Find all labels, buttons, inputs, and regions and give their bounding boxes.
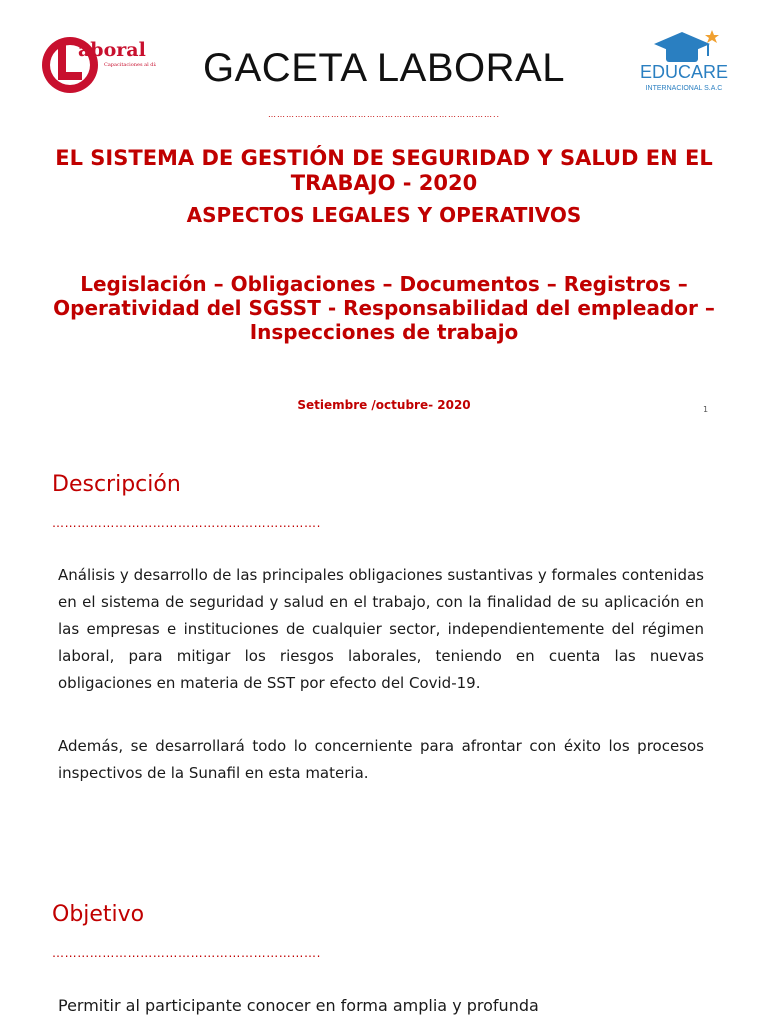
description-heading: Descripción (52, 472, 181, 497)
svg-text:INTERNACIONAL S.A.C: INTERNACIONAL S.A.C (645, 85, 723, 92)
topics-list: Legislación – Obligaciones – Documentos – Registros –Operatividad del SGSST - Responsabilidad del empleador – Inspecciones de trabajo (53, 272, 715, 344)
svg-text:Capacitaciones al día: Capacitaciones al día (104, 62, 156, 68)
objective-divider: ………………………………………………………. (52, 946, 322, 960)
description-paragraph-2: Además, se desarrollará todo lo concerniente para afrontar con éxito los procesos inspectivos de la Sunafil en esta materia. (58, 737, 704, 782)
description-divider: ………………………………………………………. (52, 516, 322, 530)
sub-title: ASPECTOS LEGALES Y OPERATIVOS (186, 203, 582, 227)
svg-text:aboral: aboral (78, 39, 146, 61)
description-paragraph-1: Análisis y desarrollo de las principales obligaciones sustantivas y formales contenidas en el sistema de seguridad y salud en el trabajo, con la finalidad de su aplicación en las empresas e instituciones de cualquier sector, independientemente del régimen laboral, para mitigar los riesgos laborales, teniendo en cuenta las nuevas obligaciones en materia de SST por efecto del Covid-19. (58, 566, 704, 692)
main-title: EL SISTEMA DE GESTIÓN DE SEGURIDAD Y SALUD EN EL TRABAJO - 2020 (55, 146, 713, 195)
objective-paragraph: Permitir al participante conocer en forma amplia y profunda (58, 996, 539, 1015)
header-divider: ………………………………………………………………….. (267, 110, 501, 119)
page-number: 1 (703, 405, 709, 414)
educare-logo (636, 26, 732, 100)
svg-text:EDUCARE: EDUCARE (639, 62, 729, 82)
objective-heading: Objetivo (52, 902, 145, 927)
date-line: Setiembre /octubre- 2020 (297, 398, 471, 412)
gazette-title: GACETA LABORAL (203, 46, 565, 90)
